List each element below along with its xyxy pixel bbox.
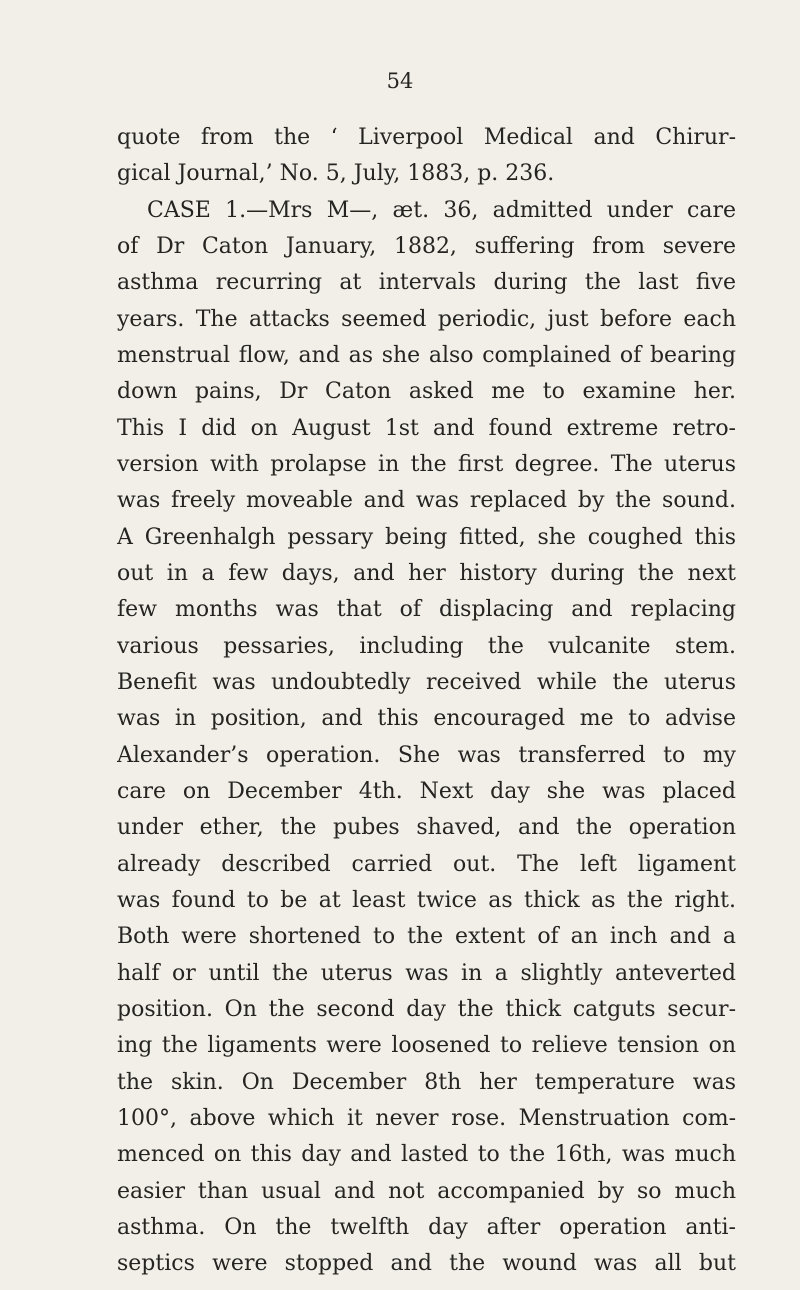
text-line: version with prolapse in the first degree. The uterus	[117, 452, 736, 477]
text-line: various pessaries, including the vulcanite stem.	[117, 634, 736, 659]
text-line: years. The attacks seemed periodic, just before each	[117, 307, 736, 332]
text-line: position. On the second day the thick catguts secur-	[117, 997, 736, 1022]
text-line: Both were shortened to the extent of an inch and a	[117, 924, 736, 949]
text-line: out in a few days, and her history during the next	[117, 561, 736, 586]
text-line: ing the ligaments were loosened to relieve tension on	[117, 1033, 736, 1058]
text-line: already described carried out. The left ligament	[117, 852, 736, 877]
text-line: was found to be at least twice as thick as the right.	[117, 888, 736, 913]
text-line: gical Journal,’ No. 5, July, 1883, p. 236.	[117, 161, 555, 186]
text-line: A Greenhalgh pessary being fitted, she coughed this	[117, 525, 736, 550]
text-line: half or until the uterus was in a slightly anteverted	[117, 961, 736, 986]
text-line: This I did on August 1st and found extreme retro-	[117, 416, 736, 441]
text-line: Benefit was undoubtedly received while the uterus	[117, 670, 736, 695]
text-line: asthma. On the twelfth day after operation anti-	[117, 1215, 736, 1240]
text-line: menced on this day and lasted to the 16th, was much	[117, 1142, 736, 1167]
text-line: the skin. On December 8th her temperature was	[117, 1070, 736, 1095]
text-line: of Dr Caton January, 1882, suffering from severe	[117, 234, 736, 259]
text-line: menstrual flow, and as she also complained of bearing	[117, 343, 736, 368]
text-line: few months was that of displacing and replacing	[117, 597, 736, 622]
text-line: was in position, and this encouraged me to advise	[117, 706, 736, 731]
text-line: 100°, above which it never rose. Menstruation com-	[117, 1106, 736, 1131]
text-line: asthma recurring at intervals during the last five	[117, 270, 736, 295]
text-line: quote from the ‘ Liverpool Medical and Chirur-	[117, 125, 736, 150]
text-line: Alexander’s operation. She was transferred to my	[117, 743, 736, 768]
page-number: 54	[386, 69, 414, 93]
text-line: down pains, Dr Caton asked me to examine her.	[117, 379, 736, 404]
text-line: was freely moveable and was replaced by the sound.	[117, 488, 736, 513]
text-line: under ether, the pubes shaved, and the operation	[117, 815, 736, 840]
text-line: septics were stopped and the wound was all but	[117, 1251, 736, 1276]
text-line-case-heading: CASE 1.—Mrs M—, æt. 36, admitted under care	[147, 198, 736, 223]
text-line: easier than usual and not accompanied by so much	[117, 1179, 736, 1204]
text-line: care on December 4th. Next day she was placed	[117, 779, 736, 804]
